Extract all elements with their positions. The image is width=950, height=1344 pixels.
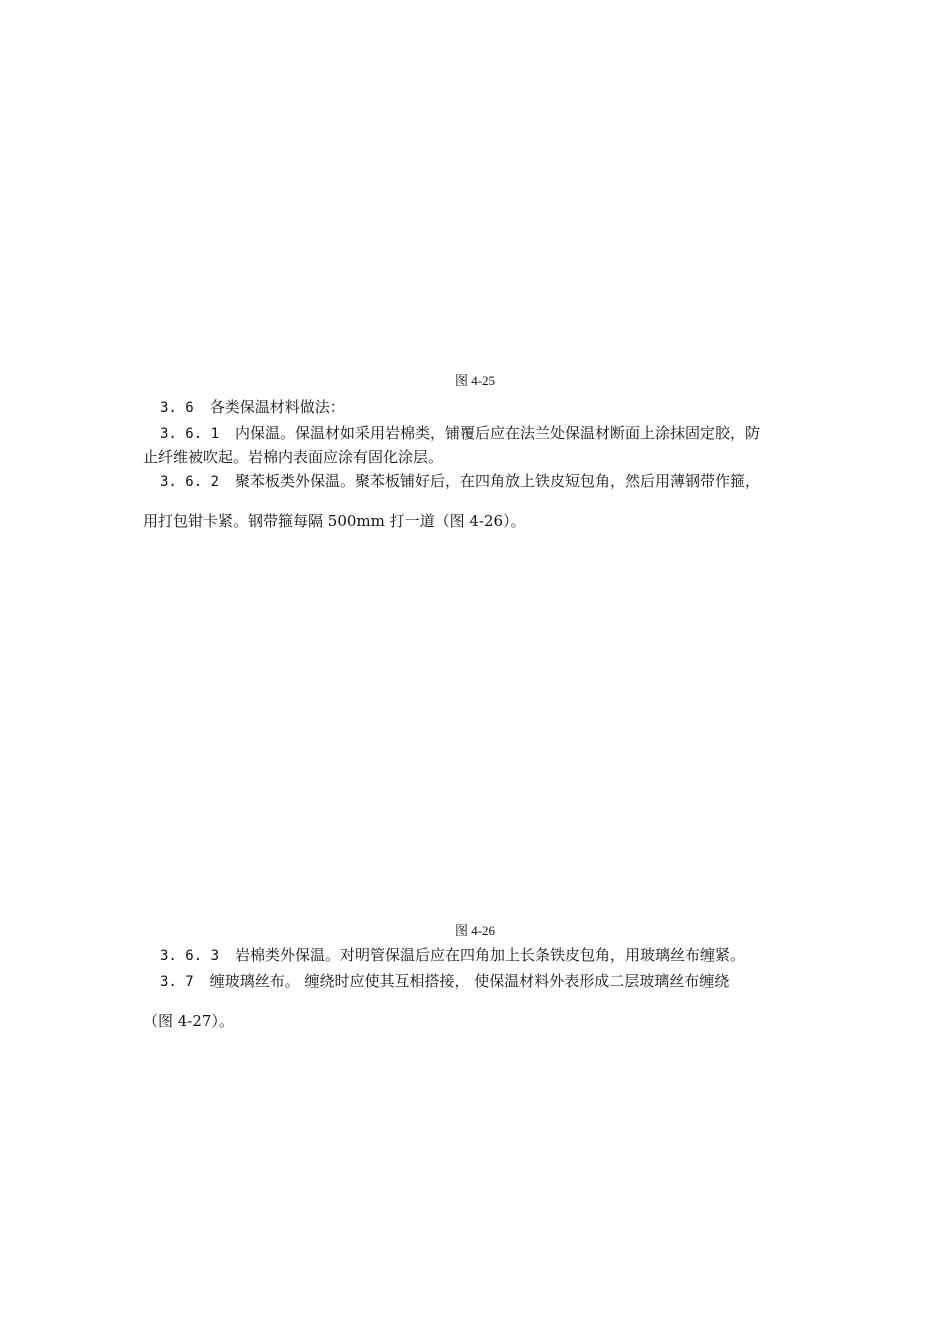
section-3-6-2-continuation: 用打包钳卡紧。钢带箍每隔 500mm 打一道（图 4-26）。 (143, 512, 526, 530)
figure-4-26-placeholder (143, 550, 807, 910)
section-text: 各类保温材料做法： (209, 398, 345, 416)
section-number: 3. 6. 1 (160, 426, 220, 442)
section-3-6-2 (160, 470, 760, 493)
section-number: 3. 6. 2 (160, 474, 220, 490)
section-3-6-1 (160, 422, 760, 445)
section-3-7-continuation: （图 4-27）。 (143, 1012, 234, 1030)
section-number: 3. 7 (160, 974, 194, 990)
section-3-7 (160, 970, 729, 993)
section-text: 岩棉类外保温。对明管保温后应在四角加上长条铁皮包角，用玻璃丝布缠紧。 (235, 946, 746, 964)
figure-caption: 图 4-25 (454, 373, 496, 388)
section-text: 聚苯板类外保温。聚苯板铺好后，在四角放上铁皮短包角，然后用薄钢带作箍， (235, 472, 761, 490)
section-3-6-1-continuation: 止纤维被吹起。岩棉内表面应涂有固化涂层。 (143, 448, 444, 466)
section-3-6-3 (160, 944, 745, 967)
figure-caption: 图 4-26 (454, 923, 496, 938)
section-number: 3. 6 (160, 400, 194, 416)
section-3-6 (160, 396, 345, 419)
section-text: 内保温。保温材如采用岩棉类，铺覆后应在法兰处保温材断面上涂抹固定胶，防 (235, 424, 761, 442)
section-text: 缠玻璃丝布。 缠绕时应使其互相搭接， 使保温材料外表形成二层玻璃丝布缠绕 (209, 972, 730, 990)
section-number: 3. 6. 3 (160, 948, 220, 964)
figure-4-25-placeholder (143, 60, 807, 360)
